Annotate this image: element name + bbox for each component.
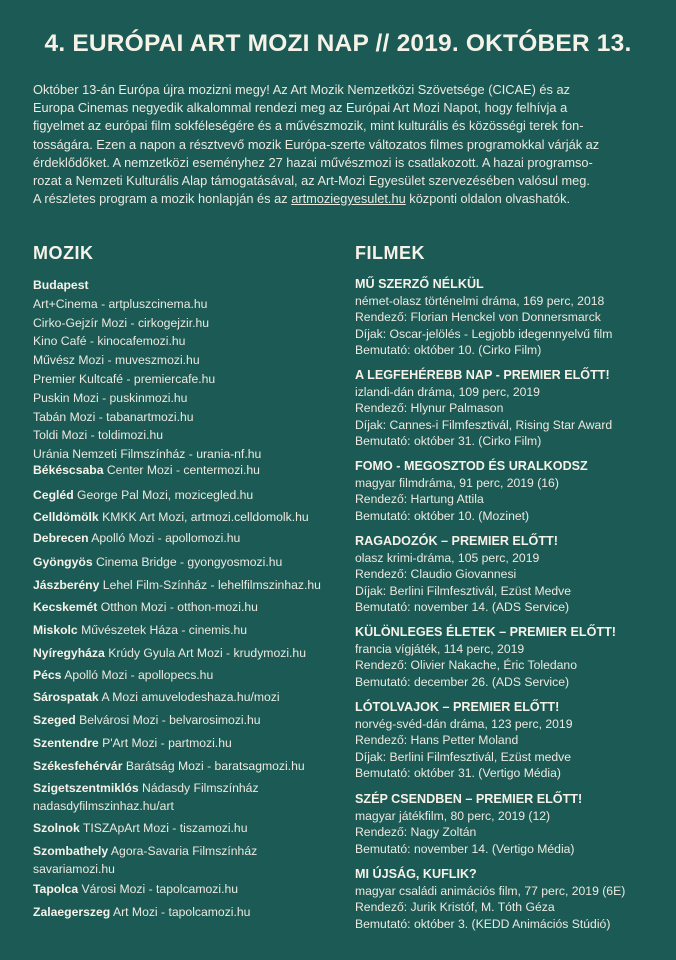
film-detail: Díjak: Cannes-i Filmfesztivál, Rising Star Award	[355, 417, 613, 432]
film-detail: Rendező: Hlynur Palmason	[355, 401, 504, 416]
cinema-entry: Center Mozi - centermozi.hu	[106, 463, 260, 477]
film-detail: Díjak: Berlini Filmfesztivál, Ezüst medve	[355, 749, 572, 764]
film-title: SZÉP CSENDBEN – PREMIER ELŐTT!	[355, 792, 583, 806]
film-detail: Rendező: Olivier Nakache, Éric Toledano	[355, 658, 577, 673]
cinema-entry: Művész Mozi - muveszmozi.hu	[33, 353, 200, 368]
cinema-entry: Art Mozi - tapolcamozi.hu	[112, 905, 251, 919]
city-block	[33, 622, 247, 640]
cinema-entry: Nádasdy Filmszínház	[142, 781, 259, 795]
film-detail: Rendező: Nagy Zoltán	[355, 825, 477, 840]
city-block	[33, 881, 238, 899]
film-title: MI ÚJSÁG, KUFLIK?	[355, 867, 477, 881]
city-name: Zalaegerszeg	[33, 905, 111, 919]
cinema-entry: Otthon Mozi - otthon-mozi.hu	[100, 600, 258, 614]
cinema-entry: Kino Café - kinocafemozi.hu	[33, 334, 186, 349]
city-block	[33, 462, 260, 480]
city-name: Székesfehérvár	[33, 759, 123, 773]
intro-line: figyelmet az európai film sokféleségére és a művészmozik, mint kulturális és közösségi terek fon-	[33, 118, 584, 134]
film-title: FOMO - MEGOSZTOD ÉS URALKODSZ	[355, 459, 588, 473]
film-entry	[355, 699, 572, 781]
city-name: Szeged	[33, 713, 76, 727]
film-title: RAGADOZÓK – PREMIER ELŐTT!	[355, 534, 558, 548]
film-detail: Rendező: Jurik Kristóf, M. Tóth Géza	[355, 900, 555, 915]
cinema-entry: P'Art Mozi - partmozi.hu	[102, 736, 232, 750]
city-name: Pécs	[33, 668, 62, 682]
film-detail: Rendező: Florian Henckel von Donnersmarck	[355, 310, 601, 325]
cinema-entry: Apolló Mozi - apollopecs.hu	[64, 668, 214, 682]
cinema-entry: Krúdy Gyula Art Mozi - krudymozi.hu	[108, 646, 306, 660]
film-title: LÓTOLVAJOK – PREMIER ELŐTT!	[355, 700, 560, 714]
city-name: Cegléd	[33, 488, 74, 502]
city-name: Gyöngyös	[33, 555, 93, 569]
intro-text-after-link: központi oldalon olvashatók.	[405, 191, 571, 207]
cinema-entry: TISZApArt Mozi - tiszamozi.hu	[82, 821, 248, 835]
intro-line: rozat a Nemzeti Kulturális Alap támogatásával, az Art-Mozi Egyesület szervezésében valósul meg.	[33, 173, 590, 189]
film-detail: Bemutató: október 31. (Vertigo Média)	[355, 765, 561, 780]
film-detail: Díjak: Oscar-jelölés - Legjobb idegennyelvű film	[355, 326, 613, 341]
intro-line: Október 13-án Európa újra mozizni megy! Az Art Mozik Nemzetközi Szövetsége (CICAE) és az	[33, 82, 570, 97]
page-title: 4. EURÓPAI ART MOZI NAP // 2019. OKTÓBER 13.	[44, 30, 632, 57]
film-entry	[355, 533, 571, 615]
city-name: Sárospatak	[33, 690, 99, 704]
city-name: Celldömölk	[33, 510, 99, 524]
cinema-entry: Barátság Mozi - baratsagmozi.hu	[125, 759, 305, 773]
cinema-entry: George Pal Mozi, mozicegled.hu	[77, 488, 254, 502]
film-detail: Rendező: Claudio Giovannesi	[355, 567, 517, 582]
city-block	[33, 780, 259, 815]
intro-text-before-link: A részletes program a mozik honlapján és az	[33, 191, 292, 207]
city-block	[33, 904, 250, 922]
city-name: Tapolca	[33, 882, 79, 896]
film-title: A LEGFEHÉREBB NAP - PREMIER ELŐTT!	[355, 368, 610, 382]
film-title: MŰ SZERZŐ NÉLKÜL	[355, 277, 484, 291]
city-name: Szolnok	[33, 821, 80, 835]
city-block-budapest	[33, 276, 261, 464]
film-detail: Bemutató: október 10. (Cirko Film)	[355, 342, 542, 357]
film-detail: Bemutató: december 26. (ADS Service)	[355, 674, 570, 689]
film-detail: magyar filmdráma, 91 perc, 2019 (16)	[355, 476, 559, 491]
city-name: Budapest	[33, 278, 89, 292]
city-block	[33, 843, 257, 878]
film-detail: magyar családi animációs film, 77 perc, 2019 (6E)	[355, 884, 626, 899]
cinema-entry: KMKK Art Mozi, artmozi.celldomolk.hu	[102, 510, 309, 524]
intro-line: érdeklődőket. A nemzetközi eseményhez 27 hazai művészmozi is csatlakozott. A hazai programso-	[33, 154, 593, 170]
intro-line: tosságára. Ezen a napon a résztvevő mozik Európa-szerte változatos filmes programokkal várják az	[33, 136, 600, 152]
filmek-heading: FILMEK	[355, 243, 425, 263]
film-entry	[355, 367, 612, 449]
cinema-entry: Belvárosi Mozi - belvarosimozi.hu	[79, 713, 261, 727]
intro-paragraph	[33, 81, 645, 208]
cinema-entry: Uránia Nemzeti Filmszínház - urania-nf.hu	[33, 447, 262, 462]
intro-line: Europa Cinemas negyedik alkalommal rendezi meg az Európai Art Mozi Napot, hogy felhívja a	[33, 100, 568, 116]
film-detail: Bemutató: november 14. (ADS Service)	[355, 599, 570, 614]
city-block	[33, 530, 240, 548]
cinema-entry: Premier Kultcafé - premiercafe.hu	[33, 371, 216, 386]
film-detail: Bemutató: október 31. (Cirko Film)	[355, 433, 542, 448]
film-entry	[355, 866, 625, 932]
film-detail: Bemutató: november 14. (Vertigo Média)	[355, 841, 575, 856]
film-title: KÜLÖNLEGES ÉLETEK – PREMIER ELŐTT!	[355, 625, 616, 639]
mozik-heading: MOZIK	[33, 243, 94, 263]
city-block	[33, 577, 321, 595]
city-name: Kecskemét	[33, 600, 98, 614]
film-entry	[355, 791, 582, 857]
city-name: Debrecen	[33, 531, 89, 545]
city-name: Nyíregyháza	[33, 646, 105, 660]
film-detail: norvég-svéd-dán dráma, 123 perc, 2019	[355, 717, 573, 732]
cinema-entry: nadasdyfilmszinhaz.hu/art	[33, 798, 174, 813]
film-detail: német-olasz történelmi dráma, 169 perc, 2018	[355, 294, 605, 309]
film-detail: izlandi-dán dráma, 109 perc, 2019	[355, 385, 540, 400]
film-detail: Bemutató: október 10. (Mozinet)	[355, 508, 530, 523]
cinema-entry: A Mozi amuvelodeshaza.hu/mozi	[101, 690, 280, 704]
cinema-entry: Art+Cinema - artpluszcinema.hu	[33, 296, 208, 311]
film-detail: Rendező: Hartung Attila	[355, 492, 484, 507]
cinema-entry: Agora-Savaria Filmszínház	[110, 844, 258, 858]
cinema-entry: Tabán Mozi - tabanartmozi.hu	[33, 409, 194, 424]
city-block	[33, 712, 261, 730]
cinema-entry: Cinema Bridge - gyongyosmozi.hu	[95, 555, 283, 569]
film-entry	[355, 276, 612, 358]
city-name: Szigetszentmiklós	[33, 781, 139, 795]
cinema-entry: Cirko-Gejzír Mozi - cirkogejzir.hu	[33, 315, 210, 330]
cinema-entry: Lehel Film-Színház - lehelfilmszinhaz.hu	[102, 578, 321, 592]
cinema-entry: Puskin Mozi - puskinmozi.hu	[33, 390, 188, 405]
city-block	[33, 758, 305, 776]
cinema-entry: savariamozi.hu	[33, 861, 115, 876]
city-block	[33, 645, 306, 663]
cinema-entry: Toldi Mozi - toldimozi.hu	[33, 428, 164, 443]
city-block	[33, 599, 258, 617]
city-name: Békéscsaba	[33, 463, 104, 477]
film-entry	[355, 624, 616, 690]
film-detail: Bemutató: október 3. (KEDD Animációs Stúdió)	[355, 916, 611, 931]
city-name: Miskolc	[33, 623, 78, 637]
city-block	[33, 667, 213, 685]
city-name: Szentendre	[33, 736, 99, 750]
city-block	[33, 487, 253, 505]
city-block	[33, 689, 280, 707]
intro-line-last	[33, 190, 645, 208]
city-block	[33, 509, 309, 527]
city-name: Jászberény	[33, 578, 100, 592]
cinema-entry: Apolló Mozi - apollomozi.hu	[91, 531, 241, 545]
cinema-entry: Művészetek Háza - cinemis.hu	[81, 623, 248, 637]
city-block	[33, 554, 282, 572]
film-detail: magyar játékfilm, 80 perc, 2019 (12)	[355, 809, 551, 824]
website-link[interactable]: artmoziegyesulet.hu	[291, 191, 406, 207]
film-detail: Rendező: Hans Petter Moland	[355, 733, 519, 748]
film-entry	[355, 458, 588, 524]
film-detail: olasz krimi-dráma, 105 perc, 2019	[355, 551, 540, 566]
cinema-entry: Városi Mozi - tapolcamozi.hu	[81, 882, 239, 896]
film-detail: francia vígjáték, 114 perc, 2019	[355, 642, 525, 657]
film-detail: Díjak: Berlini Filmfesztivál, Ezüst Medve	[355, 583, 572, 598]
city-name: Szombathely	[33, 844, 109, 858]
city-block	[33, 820, 247, 838]
city-block	[33, 735, 232, 753]
